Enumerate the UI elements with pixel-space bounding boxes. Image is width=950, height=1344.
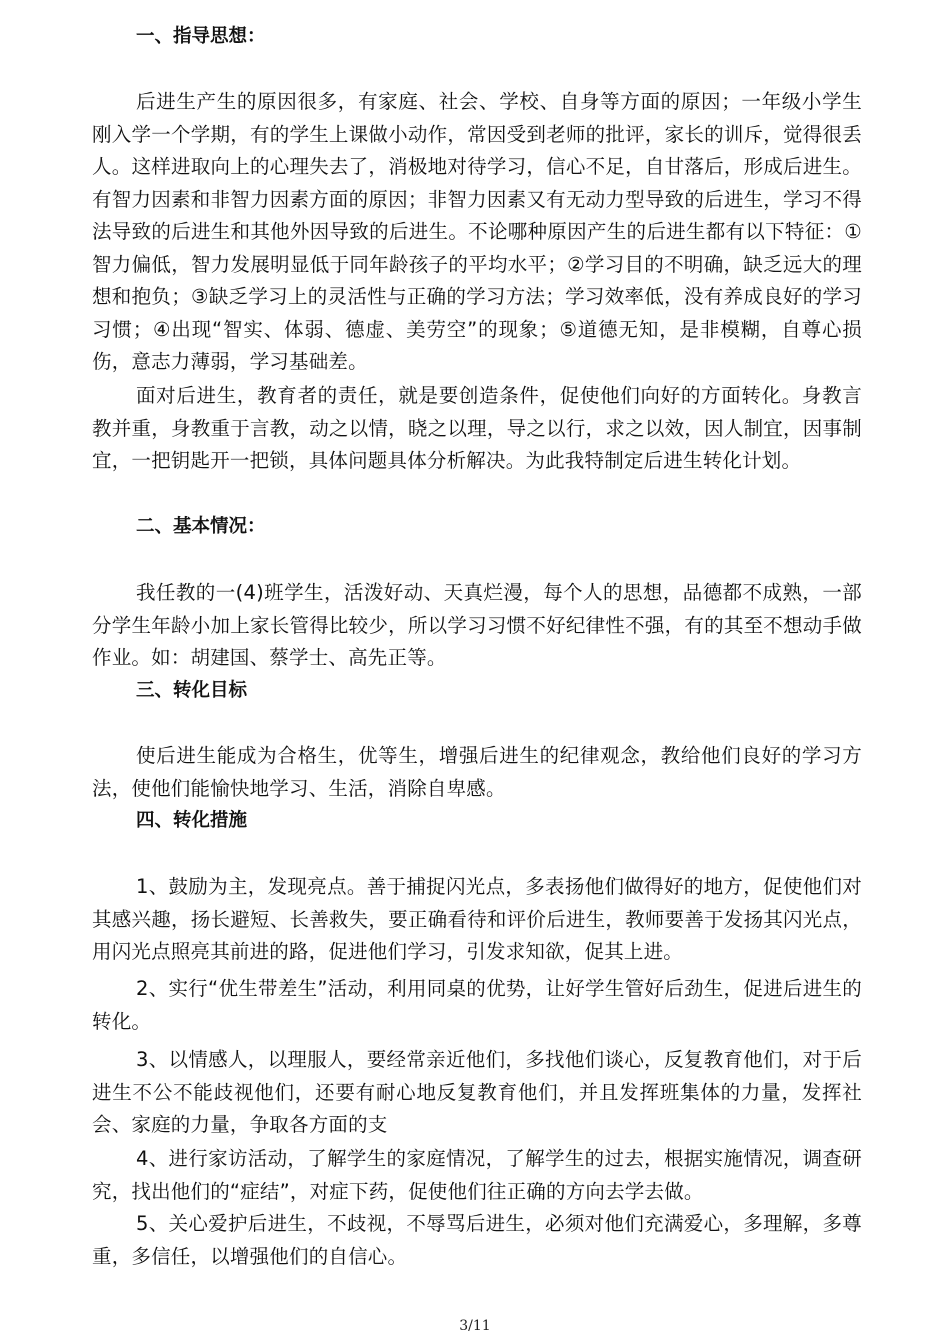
paragraph-goal: 使后进生能成为合格生，优等生，增强后进生的纪律观念，教给他们良好的学习方法，使他们能愉快地学习、生活，消除自卑感。	[92, 744, 862, 800]
section-heading-measures: 四、转化措施	[136, 810, 248, 831]
paragraph-causes: 后进生产生的原因很多，有家庭、社会、学校、自身等方面的原因；一年级小学生刚入学一个学期，有的学生上课做小动作，常因受到老师的批评，家长的训斥，觉得很丢人。这样进取向上的心理失去了，消极地对待学习，信心不足，自甘落后，形成后进生。有智力因素和非智力因素方面的原因；非智力因素又有无动力型导致的后进生，学习不得法导致的后进生和其他外因导致的后进生。不论哪种原因产生的后进生都有以下特征：①智力偏低，智力发展明显低于同年龄孩子的平均水平；②学习目的不明确，缺乏远大的理想和抱负；③缺乏学习上的灵活性与正确的学习方法；学习效率低，没有养成良好的学习习惯；④出现“智实、体弱、德虚、美劳空”的现象；⑤道德无知，是非模糊，自尊心损伤，意志力薄弱，学习基础差。	[92, 90, 862, 373]
measure-item-3: 3、以情感人，以理服人，要经常亲近他们，多找他们谈心，反复教育他们，对于后进生不公不能歧视他们，还要有耐心地反复教育他们，并且发挥班集体的力量，发挥社会、家庭的力量，争取各方面的支	[92, 1048, 862, 1136]
measure-item-5: 5、关心爱护后进生，不歧视，不辱骂后进生，必须对他们充满爱心，多理解，多尊重，多信任，以增强他们的自信心。	[92, 1212, 862, 1268]
page-number: 3/11	[459, 1318, 491, 1334]
measure-item-4: 4、进行家访活动，了解学生的家庭情况，了解学生的过去，根据实施情况，调查研究，找出他们的“症结”，对症下药，促使他们往正确的方向去学去做。	[92, 1147, 862, 1203]
section-heading-guiding: 一、指导思想：	[136, 26, 266, 47]
paragraph-responsibility: 面对后进生，教育者的责任，就是要创造条件，促使他们向好的方面转化。身教言教并重，身教重于言教，动之以情，晓之以理，导之以行，求之以效，因人制宜，因事制宜，一把钥匙开一把锁，具体问题具体分析解决。为此我特制定后进生转化计划。	[92, 384, 862, 472]
measure-item-2: 2、实行“优生带差生”活动，利用同桌的优势，让好学生管好后劲生，促进后进生的转化。	[92, 977, 862, 1033]
paragraph-basic-situation: 我任教的一(4)班学生，活泼好动、天真烂漫，每个人的思想，品德都不成熟，一部分学生年龄小加上家长管得比较少，所以学习习惯不好纪律性不强，有的其至不想动手做作业。如：胡建国、蔡学士、高先正等。	[92, 581, 862, 669]
section-heading-basic: 二、基本情况：	[136, 516, 266, 537]
measure-item-1: 1、鼓励为主，发现亮点。善于捕捉闪光点，多表扬他们做得好的地方，促使他们对其感兴趣，扬长避短、长善救失，要正确看待和评价后进生，教师要善于发扬其闪光点，用闪光点照亮其前进的路，促进他们学习，引发求知欲，促其上进。	[92, 875, 862, 963]
section-heading-goal: 三、转化目标	[136, 680, 248, 701]
